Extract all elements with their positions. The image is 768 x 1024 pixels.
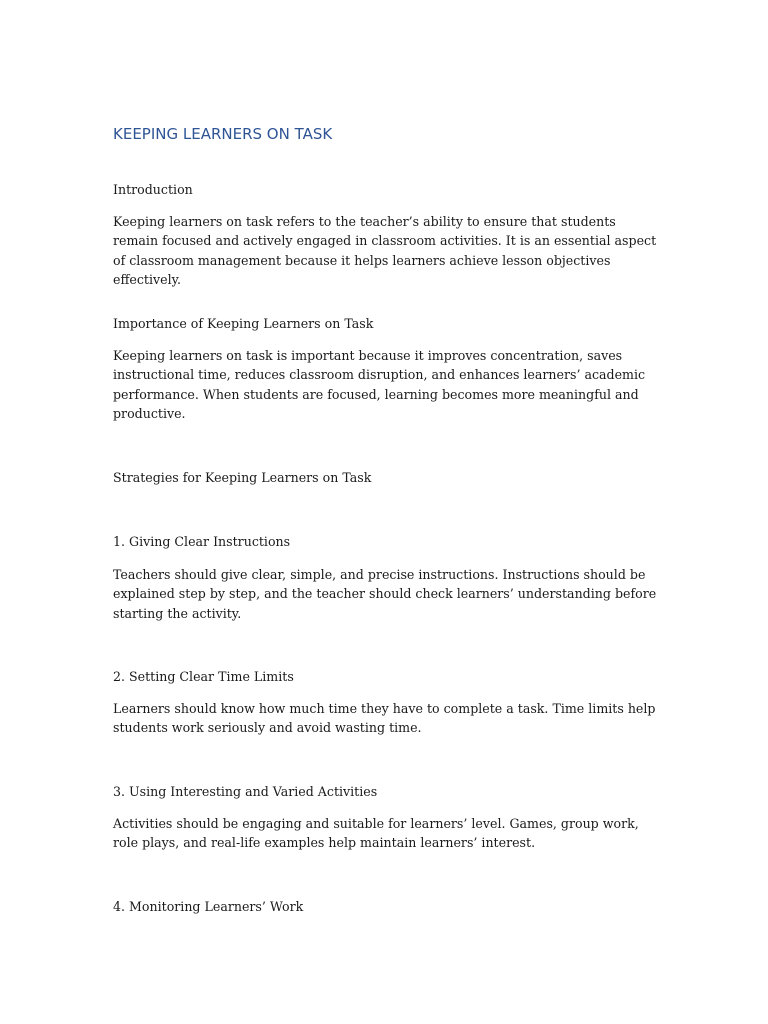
section-heading-introduction: Introduction [113, 182, 193, 197]
paragraph-strategy-2: Learners should know how much time they have to complete a task. Time limits help students work seriously and avoid wasting time. [113, 701, 656, 736]
strategy-heading-2: 2. Setting Clear Time Limits [113, 669, 294, 684]
strategy-heading-4: 4. Monitoring Learners’ Work [113, 899, 304, 914]
section-heading-strategies: Strategies for Keeping Learners on Task [113, 470, 372, 485]
document-page [113, 0, 673, 1024]
section-heading-importance: Importance of Keeping Learners on Task [113, 316, 374, 331]
strategy-heading-1: 1. Giving Clear Instructions [113, 534, 291, 549]
document-title: KEEPING LEARNERS ON TASK [113, 125, 333, 143]
paragraph-strategy-3: Activities should be engaging and suitable for learners’ level. Games, group work, role plays, and real-life examples help maintain learners’ interest. [113, 816, 639, 851]
paragraph-strategy-1: Teachers should give clear, simple, and precise instructions. Instructions should be explained step by step, and the teacher should check learners’ understanding before starting the activity. [113, 567, 657, 621]
paragraph-importance: Keeping learners on task is important because it improves concentration, saves instructional time, reduces classroom disruption, and enhances learners’ academic performance. When students are focused, learning becomes more meaningful and productive. [113, 348, 646, 422]
strategy-heading-3: 3. Using Interesting and Varied Activities [113, 784, 378, 799]
paragraph-introduction: Keeping learners on task refers to the teacher’s ability to ensure that students remain focused and actively engaged in classroom activities. It is an essential aspect of classroom management because it helps learners achieve lesson objectives effectively. [113, 214, 657, 288]
